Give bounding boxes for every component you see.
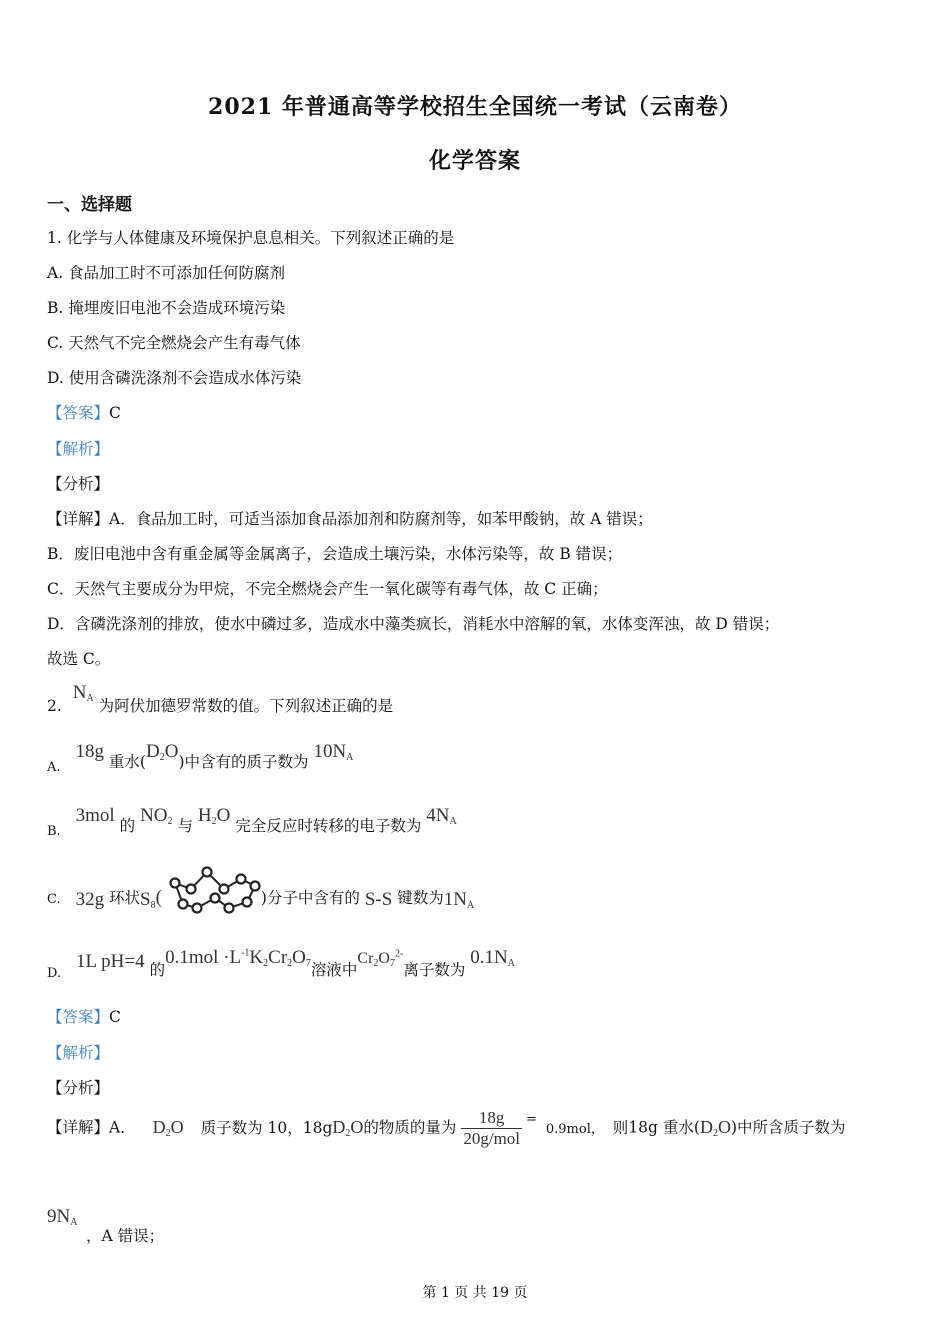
detail-tag: 【详解】 (47, 510, 110, 528)
section-heading: 一、选择题 (47, 195, 132, 215)
paren-open: ( (155, 887, 162, 908)
q1-detail-d: D．含磷洗涤剂的排放，使水中磷过多，造成水中藻类疯长，消耗水中溶解的氧，水体变浑浊，故 D 错误； (47, 615, 780, 633)
d2o-formula: $D_2O$ (145, 741, 179, 763)
mol-value: 3mol (75, 805, 115, 826)
na-formula: $N_A$ (72, 682, 94, 704)
answer-tag: 【答案】 (47, 404, 110, 422)
option-text: 与 (177, 817, 193, 835)
na-formula: $1N_A$ (443, 889, 475, 911)
question-number: 2. (47, 697, 62, 715)
answer-value: C (109, 404, 121, 422)
option-text: 的 (149, 961, 166, 979)
option-text: 环状 (109, 889, 141, 907)
detail-text: A．食品加工时，可适当添加食品添加剂和防腐剂等，如苯甲酸钠，故 A 错误； (109, 510, 653, 528)
q1-option-b: B. 掩埋废旧电池不会造成环境污染 (47, 299, 286, 317)
question-text: 为阿伏加德罗常数的值。下列叙述正确的是 (98, 697, 394, 715)
detail-tag: 【详解】 (47, 1118, 110, 1137)
solution-volume: 1L pH=4 (76, 951, 145, 972)
q2-option-a (47, 740, 354, 775)
dichromate-ion: $Cr_2O_7^{2-}$ (357, 948, 404, 969)
q1-fenxi-tag: 【分析】 (47, 475, 110, 493)
q1-conclusion: 故选 C。 (47, 650, 111, 668)
h2o-formula: $H_2O$ (197, 805, 231, 827)
option-text: 溶液中 (310, 961, 358, 979)
no2-formula: $NO_2$ (140, 805, 173, 827)
q2-option-d (47, 946, 515, 981)
q1-analysis-tag: 【解析】 (47, 440, 110, 458)
option-text: 重水( (108, 753, 146, 771)
option-text: 离子数为 (403, 961, 466, 979)
mass-value: 18g (75, 741, 104, 762)
q2-detail-a: 【详解】A． $D_2O$ 质子数为 10，$18gD_2O$的物质的量为 $\frac{18g}{\text{20g/mol}}$ = 0.9mol， 则18g 重水$(D_2O)$中所含质子数为 (47, 1108, 846, 1148)
d2o-formula: $D_2O$ (152, 1116, 184, 1139)
option-text: )中含有的质子数为 (178, 753, 309, 771)
q1-detail-c: C．天然气主要成分为甲烷，不完全燃烧会产生一氧化碳等有毒气体，故 C 正确； (47, 580, 608, 598)
q1-option-a: A. 食品加工时不可添加任何防腐剂 (47, 264, 286, 282)
option-text: 的 (119, 817, 136, 835)
document-title: 2021 年普通高等学校招生全国统一考试（云南卷） (208, 94, 742, 120)
na-formula: $9N_A$ (47, 1206, 78, 1228)
q2-option-c (47, 876, 474, 914)
q2-analysis-tag: 【解析】 (47, 1044, 110, 1062)
na-formula: $4N_A$ (426, 805, 457, 827)
option-label: C. (47, 892, 61, 907)
q2-fenxi-tag: 【分析】 (47, 1079, 110, 1097)
na-formula: $0.1N_A$ (470, 947, 515, 969)
option-text: )分子中含有的 (260, 889, 360, 907)
s8-formula: $S_8$ (140, 889, 156, 911)
q2-option-b (47, 804, 457, 839)
option-label: D. (47, 966, 62, 981)
page-footer: 第 1 页 共 19 页 (422, 1285, 528, 1301)
d2o-formula: $D_2O$ (699, 1116, 731, 1139)
option-label: B. (47, 824, 61, 839)
q1-answer (47, 401, 121, 423)
q1-detail-b: B．废旧电池中含有重金属等金属离子，会造成土壤污染，水体污染等，故 B 错误； (47, 545, 623, 563)
q1-option-d: D. 使用含磷洗涤剂不会造成水体污染 (47, 369, 302, 387)
na-formula: $10N_A$ (313, 741, 354, 763)
option-text: 键数为 (397, 889, 444, 907)
q1-option-c: C. 天然气不完全燃烧会产生有毒气体 (47, 334, 301, 352)
answer-tag: 【答案】 (47, 1008, 110, 1026)
s8-ring-structure-image (167, 864, 261, 914)
q1-detail-a (47, 507, 653, 529)
question-1-stem: 1. 化学与人体健康及环境保护息息相关。下列叙述正确的是 (47, 229, 455, 247)
concentration: $0.1mol \cdot L^{-1}K_2Cr_2O_7$ (165, 947, 311, 969)
document-subtitle: 化学答案 (428, 148, 521, 174)
q2-detail-a-end: ，A 错误； (86, 1227, 165, 1245)
q2-answer (47, 1005, 121, 1027)
q2-detail-a-cont (47, 1206, 77, 1228)
d2o-formula: $D_2O$ (332, 1116, 364, 1139)
answer-value: C (109, 1008, 121, 1026)
mass-value: 32g (75, 889, 105, 910)
option-text: 完全反应时转移的电子数为 (235, 817, 422, 835)
s-s-bond: S-S (364, 889, 393, 910)
question-2-stem (47, 682, 394, 715)
option-label: A. (47, 760, 61, 775)
molar-fraction: $\frac{18g}{\text{20g/mol}}$ (463, 1108, 521, 1148)
